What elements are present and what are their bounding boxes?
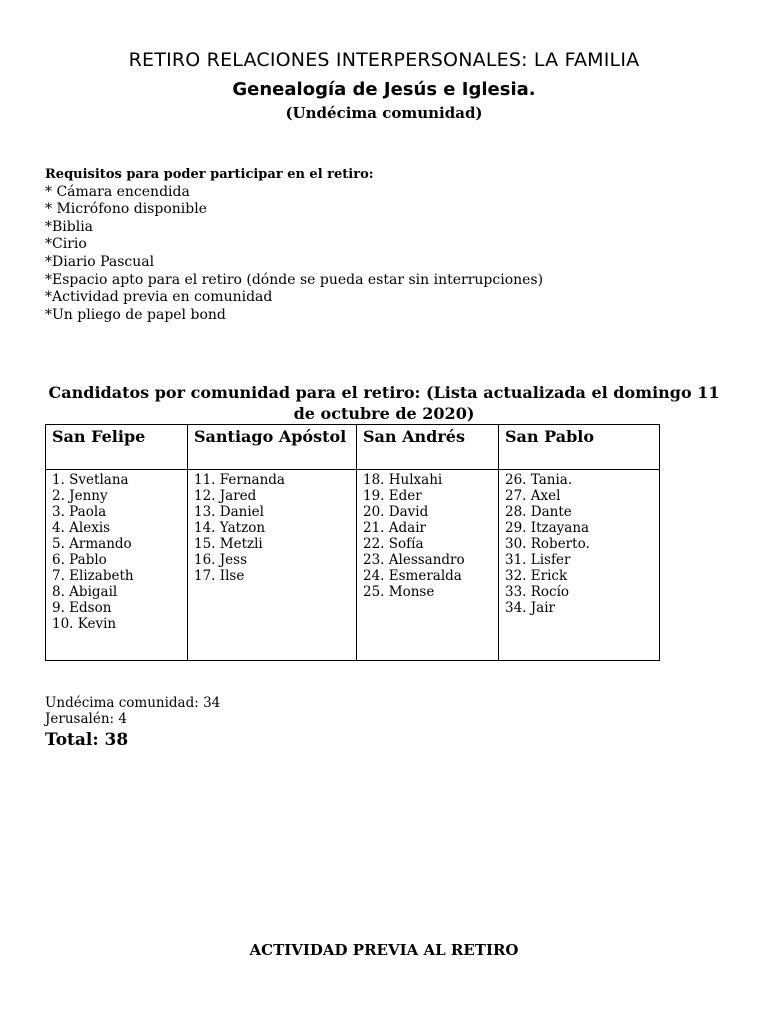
community-label: (Undécima comunidad) [285,104,483,122]
list-item: 9. Edson [52,600,112,616]
list-item: 34. Jair [505,600,555,616]
document-subtitle: Genealogía de Jesús e Iglesia. [232,79,536,100]
requirements-section [45,166,543,324]
list-item: 33. Rocío [505,584,570,600]
san-andres-list [357,470,499,661]
requirement-item: *Un pliego de papel bond [45,306,226,323]
list-item: 1. Svetlana [52,472,129,488]
requirement-item: *Espacio apto para el retiro (dónde se pueda estar sin interrupciones) [45,271,544,288]
list-item: 5. Armando [52,536,132,552]
list-item: 10. Kevin [52,616,117,632]
san-pablo-list [499,470,660,661]
candidates-table [45,424,660,661]
list-item: 14. Yatzon [194,520,266,536]
list-item: 27. Axel [505,488,561,504]
list-item: 12. Jared [194,488,257,504]
list-item: 29. Itzayana [505,520,590,536]
requirement-item: *Cirio [45,236,87,253]
list-item: 15. Metzli [194,536,263,552]
list-item: 32. Erick [505,568,568,584]
list-item: 30. Roberto. [505,536,590,552]
column-header-san-andres: San Andrés [357,425,499,470]
santiago-apostol-list [188,470,357,661]
requirement-item: *Biblia [45,218,94,235]
list-item: 31. Lisfer [505,552,571,568]
list-item: 4. Alexis [52,520,111,536]
requirement-item: * Cámara encendida [45,183,190,200]
list-item: 13. Daniel [194,504,264,520]
list-item: 28. Dante [505,504,572,520]
column-header-santiago-apostol: Santiago Apóstol [188,425,357,470]
list-item: 2. Jenny [52,488,108,504]
list-item: 21. Adair [363,520,426,536]
requirements-heading: Requisitos para poder participar en el retiro: [45,167,374,182]
list-item: 24. Esmeralda [363,568,462,584]
requirement-item: *Actividad previa en comunidad [45,289,273,306]
table-header-row [46,425,660,470]
candidates-title: Candidatos por comunidad para el retiro: (Lista actualizada el domingo 11 de octubre de 2020) [48,383,720,423]
list-item: 25. Monse [363,584,435,600]
list-item: 6. Pablo [52,552,107,568]
total-count: Total: 38 [45,730,129,750]
list-item: 23. Alessandro [363,552,465,568]
column-header-san-felipe: San Felipe [46,425,188,470]
list-item: 19. Eder [363,488,422,504]
list-item: 11. Fernanda [194,472,285,488]
list-item: 8. Abigail [52,584,118,600]
list-item: 16. Jess [194,552,248,568]
activity-heading: ACTIVIDAD PREVIA AL RETIRO [249,941,519,959]
table-row [46,470,660,661]
requirement-item: *Diario Pascual [45,253,155,270]
summary-section [45,695,220,751]
list-item: 18. Hulxahi [363,472,443,488]
undecima-count: Undécima comunidad: 34 [45,695,221,711]
jerusalen-count: Jerusalén: 4 [45,711,127,727]
list-item: 20. David [363,504,429,520]
document-title: RETIRO RELACIONES INTERPERSONALES: LA FAMILIA [128,49,640,71]
list-item: 22. Sofía [363,536,424,552]
list-item: 7. Elizabeth [52,568,134,584]
list-item: 3. Paola [52,504,107,520]
list-item: 26. Tania. [505,472,573,488]
column-header-san-pablo: San Pablo [499,425,660,470]
requirement-item: * Micrófono disponible [45,201,207,218]
san-felipe-list [46,470,188,661]
list-item: 17. Ilse [194,568,245,584]
